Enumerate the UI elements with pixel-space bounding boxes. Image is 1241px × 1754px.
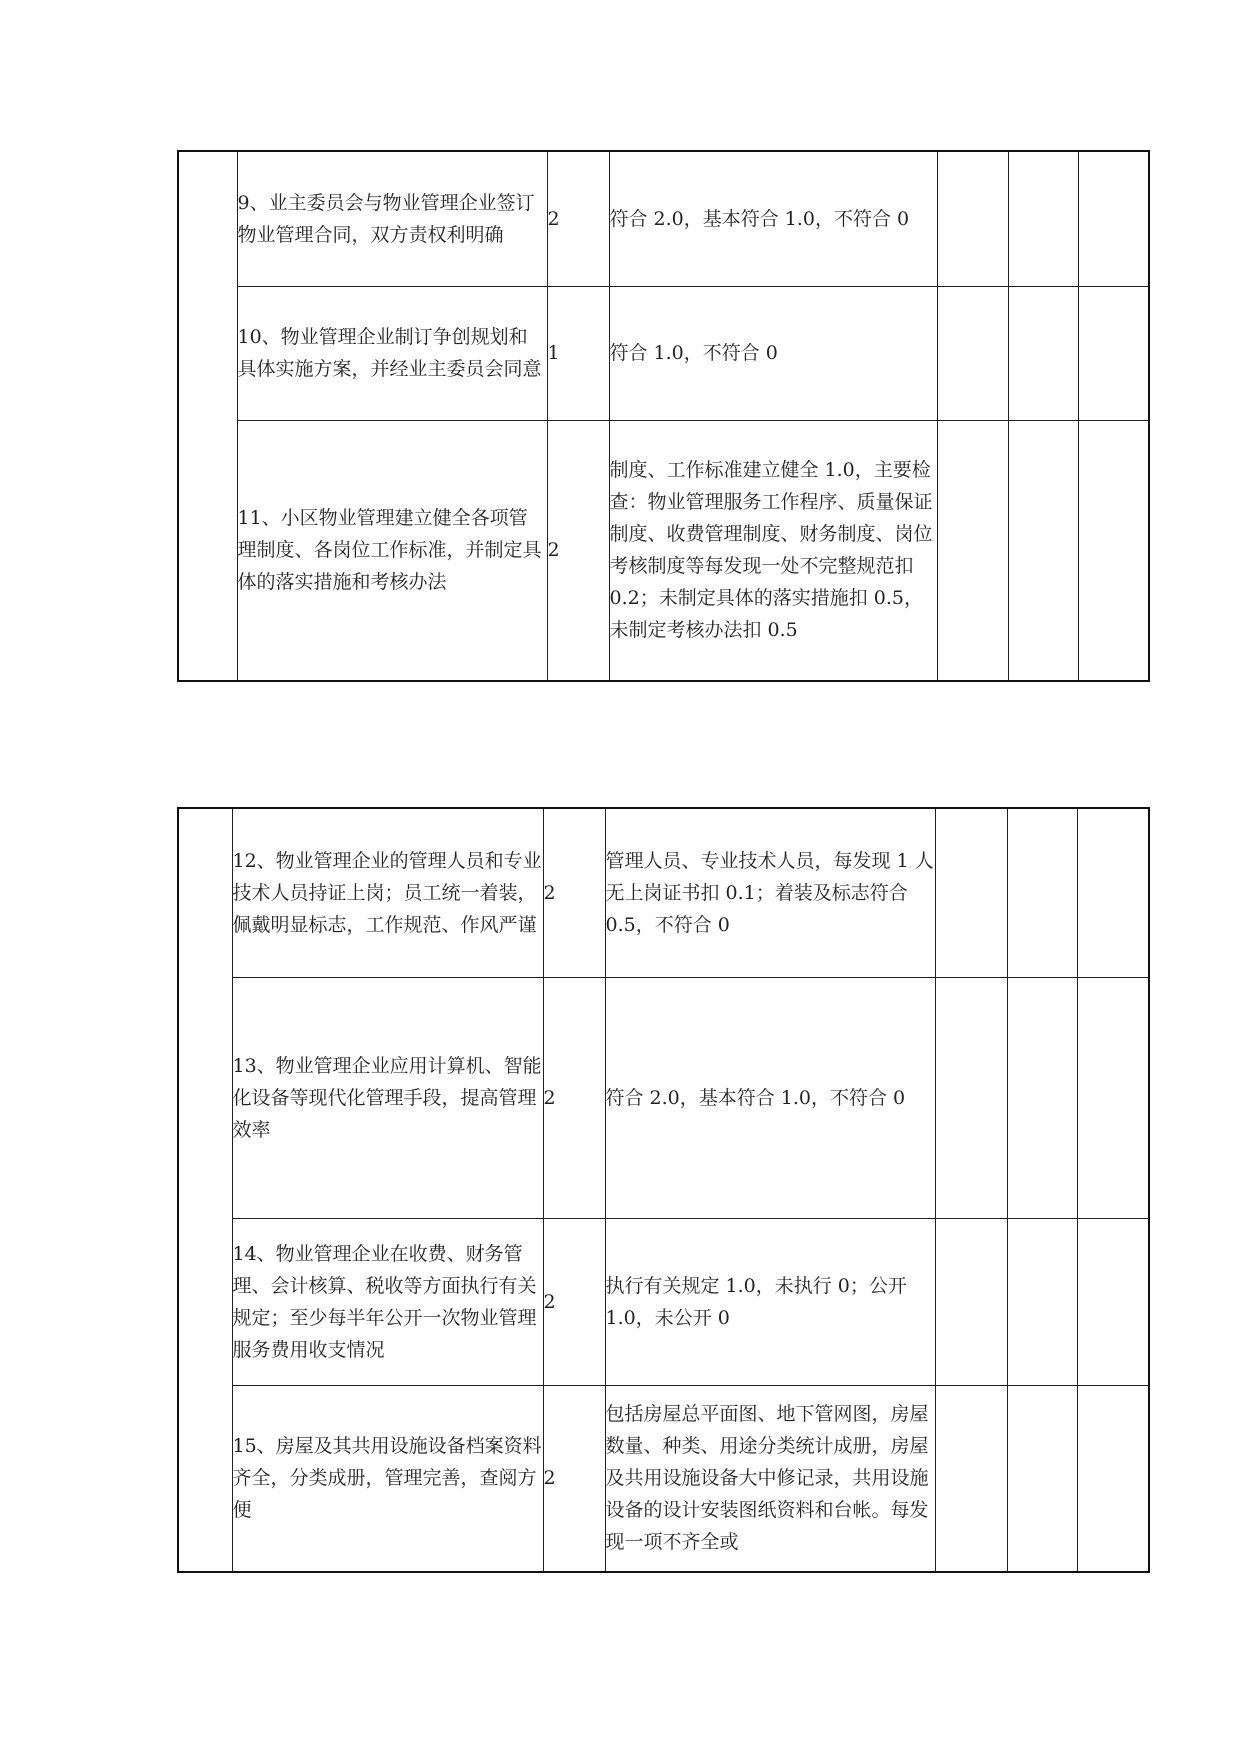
blank-cell <box>1008 286 1078 420</box>
score-cell: 2 <box>543 808 605 977</box>
blank-cell <box>937 420 1008 681</box>
criteria-cell: 制度、工作标准建立健全 1.0，主要检查：物业管理服务工作程序、质量保证制度、收费管理制度、财务制度、岗位考核制度等每发现一处不完整规范扣 0.2；未制定具体的落实措施扣 0.5，未制定考核办法扣 0.5 <box>609 420 937 681</box>
table-row <box>178 286 1149 420</box>
criteria-cell: 符合 2.0，基本符合 1.0，不符合 0 <box>609 151 937 286</box>
category-cell <box>178 151 237 681</box>
criteria-cell: 管理人员、专业技术人员，每发现 1 人无上岗证书扣 0.1；着装及标志符合 0.5，不符合 0 <box>605 808 935 977</box>
score-cell: 2 <box>543 1218 605 1385</box>
table-row <box>178 1218 1149 1385</box>
evaluation-table-part-1 <box>177 150 1150 682</box>
blank-cell <box>1078 420 1149 681</box>
blank-cell <box>1078 286 1149 420</box>
item-text: 11、小区物业管理建立健全各项管理制度、各岗位工作标准，并制定具体的落实措施和考核办法 <box>237 507 542 594</box>
score-cell: 2 <box>547 151 609 286</box>
score-cell: 1 <box>547 286 609 420</box>
blank-cell <box>1007 977 1077 1218</box>
blank-cell <box>1078 151 1149 286</box>
blank-cell <box>1077 1385 1149 1572</box>
table-row <box>178 420 1149 681</box>
item-text: 15、房屋及其共用设施设备档案资料齐全，分类成册，管理完善，查阅方便 <box>232 1435 542 1522</box>
item-text: 14、物业管理企业在收费、财务管理、会计核算、税收等方面执行有关规定；至少每半年公开一次物业管理服务费用收支情况 <box>232 1242 537 1361</box>
category-cell <box>178 808 232 1572</box>
blank-cell <box>1008 420 1078 681</box>
blank-cell <box>1008 151 1078 286</box>
evaluation-table-part-2 <box>177 807 1150 1573</box>
item-cell <box>237 420 547 681</box>
criteria-cell: 包括房屋总平面图、地下管网图，房屋数量、种类、用途分类统计成册，房屋及共用设施设备大中修记录，共用设施设备的设计安装图纸资料和台帐。每发现一项不齐全或 <box>605 1385 935 1572</box>
blank-cell <box>935 977 1007 1218</box>
blank-cell <box>1077 808 1149 977</box>
blank-cell <box>935 808 1007 977</box>
item-cell <box>232 1218 543 1385</box>
item-text: 9、业主委员会与物业管理企业签订物业管理合同，双方责权利明确 <box>237 191 535 246</box>
blank-cell <box>937 286 1008 420</box>
blank-cell <box>1077 1218 1149 1385</box>
table-row <box>178 1385 1149 1572</box>
blank-cell <box>1077 977 1149 1218</box>
item-text: 13、物业管理企业应用计算机、智能化设备等现代化管理手段，提高管理效率 <box>232 1054 542 1141</box>
score-cell: 2 <box>547 420 609 681</box>
criteria-cell: 执行有关规定 1.0，未执行 0；公开 1.0，未公开 0 <box>605 1218 935 1385</box>
item-cell <box>237 151 547 286</box>
item-cell <box>232 977 543 1218</box>
blank-cell <box>935 1218 1007 1385</box>
score-cell: 2 <box>543 1385 605 1572</box>
item-cell <box>232 808 543 977</box>
table-row <box>178 151 1149 286</box>
blank-cell <box>1007 1385 1077 1572</box>
table-row <box>178 808 1149 977</box>
item-cell <box>232 1385 543 1572</box>
item-text: 12、物业管理企业的管理人员和专业技术人员持证上岗；员工统一着装，佩戴明显标志，工作规范、作风严谨 <box>232 849 542 936</box>
blank-cell <box>937 151 1008 286</box>
score-cell: 2 <box>543 977 605 1218</box>
table-row <box>178 977 1149 1218</box>
criteria-cell: 符合 2.0，基本符合 1.0，不符合 0 <box>605 977 935 1218</box>
blank-cell <box>1007 808 1077 977</box>
criteria-cell: 符合 1.0，不符合 0 <box>609 286 937 420</box>
blank-cell <box>1007 1218 1077 1385</box>
blank-cell <box>935 1385 1007 1572</box>
item-text: 10、物业管理企业制订争创规划和具体实施方案，并经业主委员会同意 <box>237 326 542 380</box>
item-cell <box>237 286 547 420</box>
